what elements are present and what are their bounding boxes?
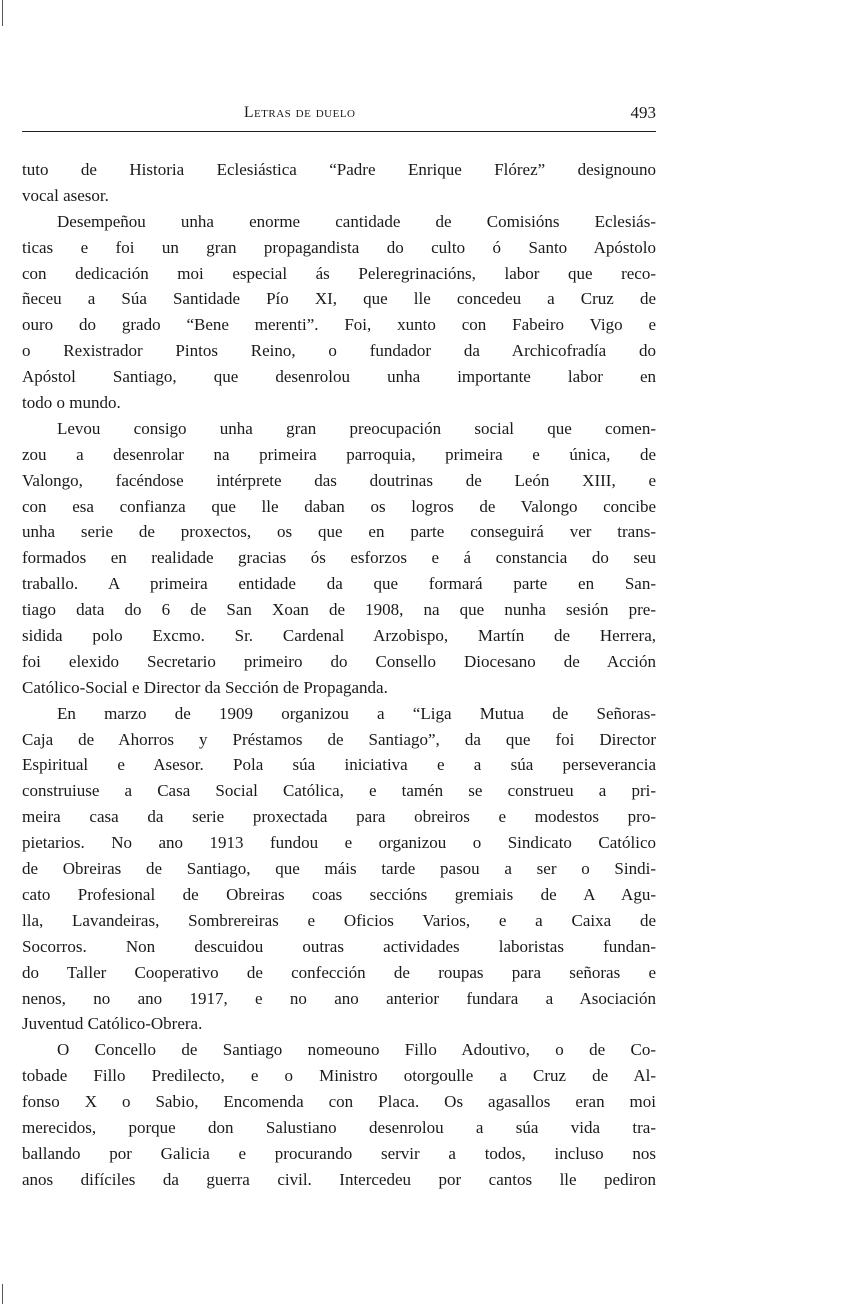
text-line: de Obreiras de Santiago, que máis tarde pasou a ser o Sindi- xyxy=(22,859,656,879)
text-line: todo o mundo. xyxy=(22,393,121,413)
text-line: do Taller Cooperativo de confección de roupas para señoras e xyxy=(22,962,656,982)
text-line: Juventud Católico-Obrera. xyxy=(22,1014,203,1034)
text-line: ticas e foi un gran propagandista do culto ó Santo Apóstolo xyxy=(22,237,656,257)
scan-margin-mark xyxy=(2,1284,3,1304)
body-text xyxy=(22,157,656,1193)
text-line: unha serie de proxectos, os que en parte conseguirá ver trans- xyxy=(22,522,656,542)
text-line: ouro do grado “Bene merenti”. Foi, xunto con Fabeiro Vigo e xyxy=(22,315,656,335)
running-head xyxy=(22,104,656,128)
text-line: lla, Lavandeiras, Sombrereiras e Oficios Varios, e a Caixa de xyxy=(22,910,656,930)
text-line: Apóstol Santiago, que desenrolou unha importante labor en xyxy=(22,367,656,387)
text-line: ñeceu a Súa Santidade Pío XI, que lle concedeu a Cruz de xyxy=(22,289,656,309)
text-line: tiago data do 6 de San Xoan de 1908, na que nunha sesión pre- xyxy=(22,600,656,620)
text-line: anos difíciles da guerra civil. Intercedeu por cantos lle pediron xyxy=(22,1169,656,1189)
text-line: Espiritual e Asesor. Pola súa iniciativa e a súa perseverancia xyxy=(22,755,656,775)
text-line: Católico-Social e Director da Sección de Propaganda. xyxy=(22,677,388,697)
text-line: Levou consigo unha gran preocupación social que comen- xyxy=(57,418,656,438)
text-line: tobade Fillo Predilecto, e o Ministro otorgoulle a Cruz de Al- xyxy=(22,1066,656,1086)
text-line: pietarios. No ano 1913 fundou e organizou o Sindicato Católico xyxy=(22,833,656,853)
text-line: ballando por Galicia e procurando servir a todos, incluso nos xyxy=(22,1143,656,1163)
text-line: cato Profesional de Obreiras coas seccións gremiais de A Agu- xyxy=(22,884,656,904)
text-line: traballo. A primeira entidade da que formará parte en San- xyxy=(22,574,656,594)
scan-margin-mark xyxy=(2,0,3,26)
text-line: merecidos, porque don Salustiano desenrolou a súa vida tra- xyxy=(22,1117,656,1137)
text-line: con dedicación moi especial ás Peleregrinacións, labor que reco- xyxy=(22,263,656,283)
text-line: sidida polo Excmo. Sr. Cardenal Arzobispo, Martín de Herrera, xyxy=(22,626,656,646)
running-title: Letras de duelo xyxy=(244,104,356,121)
text-line: Desempeñou unha enorme cantidade de Comisións Eclesiás- xyxy=(57,211,656,231)
text-line: O Concello de Santiago nomeouno Fillo Adoutivo, o de Co- xyxy=(57,1040,656,1060)
text-line: vocal asesor. xyxy=(22,185,109,205)
text-line: En marzo de 1909 organizou a “Liga Mutua de Señoras- xyxy=(57,703,656,723)
text-line: construiuse a Casa Social Católica, e tamén se construeu a pri- xyxy=(22,781,656,801)
text-line: meira casa da serie proxectada para obreiros e modestos pro- xyxy=(22,807,656,827)
page-number: 493 xyxy=(630,103,656,122)
text-line: foi elexido Secretario primeiro do Consello Diocesano de Acción xyxy=(22,651,656,671)
text-line: Caja de Ahorros y Préstamos de Santiago”, da que foi Director xyxy=(22,729,656,749)
text-line: o Rexistrador Pintos Reino, o fundador da Archicofradía do xyxy=(22,341,656,361)
text-line: zou a desenrolar na primeira parroquia, primeira e única, de xyxy=(22,444,656,464)
text-line: fonso X o Sabio, Encomenda con Placa. Os agasallos eran moi xyxy=(22,1092,656,1112)
text-line: con esa confianza que lle daban os logros de Valongo concibe xyxy=(22,496,656,516)
header-rule xyxy=(22,131,656,132)
text-line: nenos, no ano 1917, e no ano anterior fundara a Asociación xyxy=(22,988,656,1008)
text-line: formados en realidade gracias ós esforzos e á constancia do seu xyxy=(22,548,656,568)
text-line: tuto de Historia Eclesiástica “Padre Enrique Flórez” designouno xyxy=(22,160,656,179)
text-line: Socorros. Non descuidou outras actividades laboristas fundan- xyxy=(22,936,656,956)
text-line: Valongo, facéndose intérprete das doutrinas de León XIII, e xyxy=(22,470,656,490)
